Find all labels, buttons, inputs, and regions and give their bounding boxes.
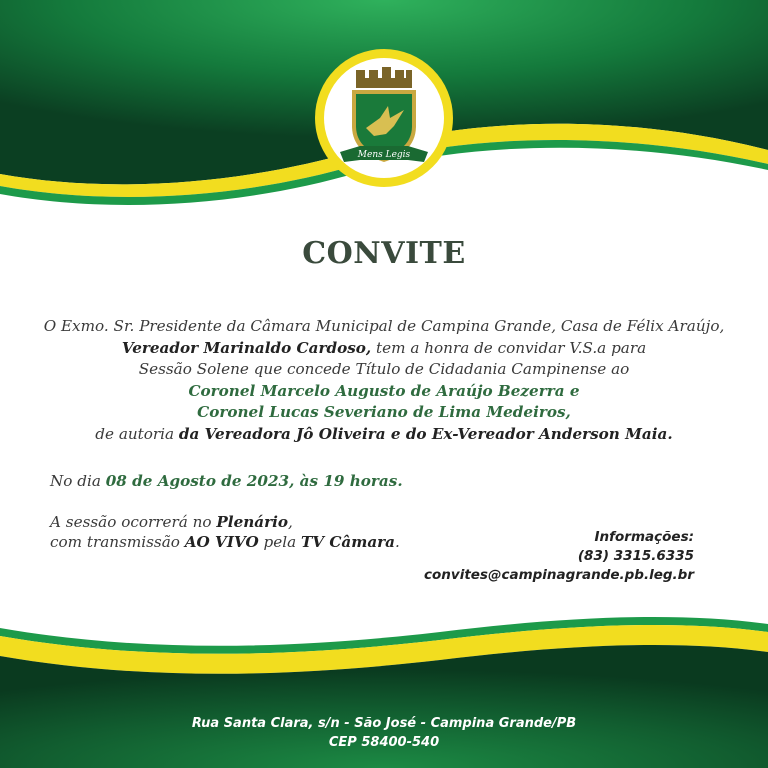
invitation-line-2 (40, 338, 728, 360)
session-line-2-suffix: . (395, 533, 400, 551)
motto-text: Mens Legis (357, 150, 411, 160)
invitation-line-3: Sessão Solene que concede Título de Cidadania Campinense ao (138, 360, 630, 378)
session-line-2-prefix: com transmissão (50, 533, 185, 551)
info-email: convites@campinagrande.pb.leg.br (424, 567, 694, 583)
info-phone: (83) 3315.6335 (577, 548, 694, 564)
authors: da Vereadora Jô Oliveira e do Ex-Vereador Anderson Maia. (178, 424, 673, 443)
event-date (50, 472, 403, 490)
session-line-1-prefix: A sessão ocorrerá no (50, 513, 217, 531)
date-value: 08 de Agosto de 2023, às 19 horas. (105, 472, 403, 490)
cep-line: CEP 58400-540 (328, 735, 440, 750)
session-line-2 (50, 532, 400, 552)
session-line-2-mid: pela (258, 533, 301, 551)
invitation-line-2-rest: tem a honra de convidar V.S.a para (371, 338, 647, 357)
footer-address (0, 714, 768, 752)
address-line: Rua Santa Clara, s/n - São José - Campina Grande/PB (191, 716, 577, 731)
invitation-author-line (40, 424, 728, 446)
page-title: CONVITE (302, 236, 466, 271)
contact-info (424, 528, 694, 585)
author-prefix: de autoria (95, 424, 179, 443)
invitation-line-1: O Exmo. Sr. Presidente da Câmara Municipal de Campina Grande, Casa de Félix Araújo, (43, 317, 725, 335)
session-venue: Plenário (216, 513, 289, 531)
session-details (50, 512, 400, 552)
live-label: AO VIVO (184, 533, 259, 551)
president-name: Vereador Marinaldo Cardoso, (121, 338, 372, 357)
channel-name: TV Câmara (300, 533, 396, 551)
session-line-1 (50, 512, 400, 532)
honoree-1: Coronel Marcelo Augusto de Araújo Bezerra e (188, 381, 580, 400)
session-line-1-suffix: , (288, 513, 293, 531)
date-prefix: No dia (50, 472, 106, 490)
honoree-2: Coronel Lucas Severiano de Lima Medeiros, (197, 403, 571, 421)
camara-emblem (314, 48, 454, 188)
crown-icon (356, 67, 412, 88)
info-label: Informações: (594, 529, 694, 545)
invitation-text (40, 316, 728, 445)
